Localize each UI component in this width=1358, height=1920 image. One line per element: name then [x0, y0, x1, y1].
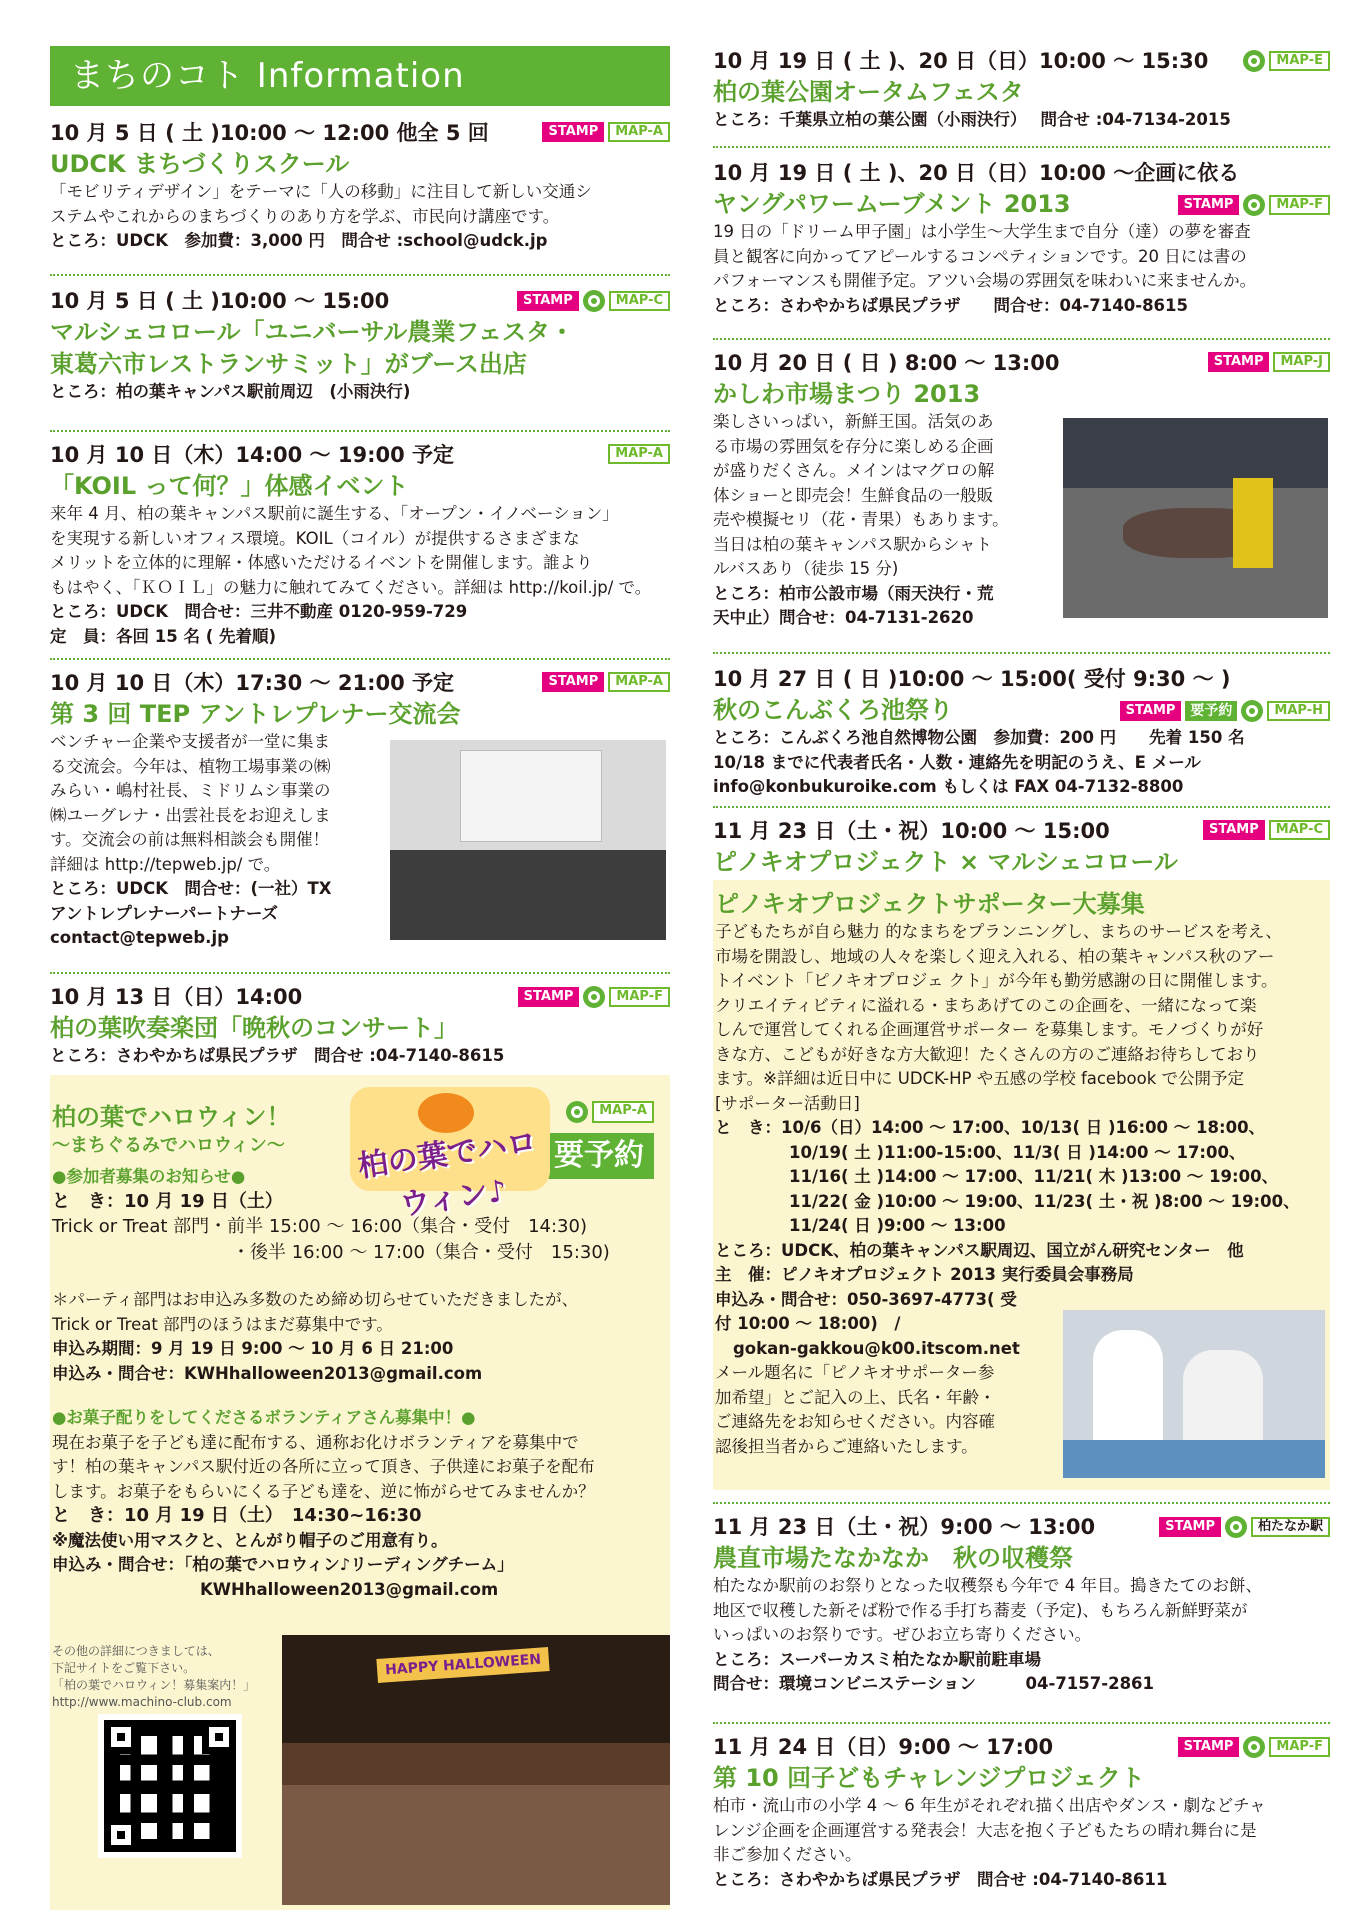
volunteer-note: ※魔法使い用マスクと、とんがり帽子のご用意有り。	[52, 1530, 448, 1550]
map-badge: MAP-A	[608, 444, 670, 464]
activity-dates: 10/19( 土 )11:00-15:00、11/3( 日 )14:00 ～ 17:00、	[789, 1142, 1246, 1162]
volunteer-line: す！柏の葉キャンパス駅付近の各所に立って頂き、子供達にお菓子を配布	[52, 1457, 595, 1476]
activity-dates: 11/24( 日 )9:00 ～ 13:00	[789, 1216, 1006, 1235]
halloween-title: 柏の葉でハロウィン！	[52, 1103, 291, 1131]
event-desc-line: もはやく、「ＫＯＩＬ」の魅力に触れてみてください。詳細は http://koil.jp/ で。	[50, 577, 652, 597]
supporter-line: トイベント「ピノキオプロジェ クト」が今年も勤労感謝の日に開催します。	[715, 971, 1278, 990]
event-info: ところ：さわやかちば県民プラザ 問合せ：04-7140-8615	[713, 295, 1189, 315]
supporter-line: [サポーター活動日]	[715, 1093, 860, 1113]
apply-note: ご連絡先をお知らせください。内容確	[715, 1412, 996, 1431]
event-desc-line: 当日は柏の葉キャンパス駅からシャト	[713, 534, 993, 554]
event-children-challenge	[713, 1732, 1330, 1892]
divider	[713, 1502, 1330, 1504]
children-doctor-photo	[1063, 1310, 1325, 1478]
event-badges	[542, 672, 670, 692]
event-info: ところ：さわやかちば県民プラザ 問合せ :04-7140-8611	[713, 1869, 1168, 1889]
halloween-logo	[350, 1087, 550, 1224]
activity-dates: 11/22( 金 )10:00 ～ 19:00、11/23( 土・祝 )8:00 ～ 19:00、	[789, 1191, 1300, 1211]
event-date: 10 月 27 日 ( 日 )10:00 ～ 15:00( 受付 9:30 ～ )	[713, 667, 1231, 691]
map-badge: MAP-H	[1267, 701, 1330, 721]
event-badges	[542, 122, 670, 142]
application-contact: 申込み・問合せ：KWHhalloween2013@gmail.com	[52, 1363, 483, 1383]
event-desc-line: 柏たなか駅前のお祭りとなった収穫祭も今年で 4 年目。搗きたてのお餅、	[713, 1576, 1262, 1595]
event-desc-line: を実現する新しいオフィス環境。KOIL（コイル）が提供するさまざまな	[50, 528, 580, 548]
event-desc-line: る交流会。今年は、植物工場事業の㈱	[50, 756, 331, 776]
event-udck-school	[50, 118, 670, 254]
activity-dates: と き：10/6（日）14:00 ～ 17:00、10/13( 日 )16:00 ～ 18:00、	[715, 1118, 1266, 1137]
note-line: ＊パーティ部門はお申込み多数のため締め切らせていただきましたが、	[52, 1290, 579, 1309]
halloween-badges	[566, 1101, 654, 1123]
volunteer-when: と き：10 月 19 日（土） 14:30~16:30	[52, 1505, 422, 1526]
volunteer-contact: 申込み・問合せ：「柏の葉でハロウィン♪リーディングチーム」	[52, 1555, 514, 1574]
event-title: ピノキオプロジェクト × マルシェコロール	[713, 848, 1178, 876]
section-heading: ●お菓子配りをしてくださるボランティアさん募集中！●	[52, 1408, 476, 1427]
apply-note: 認後担当者からご連絡いたします。	[715, 1436, 978, 1456]
page-title: まちのコト Information	[50, 46, 670, 106]
event-host: 主 催：ピノキオプロジェクト 2013 実行委員会事務局	[715, 1265, 1134, 1284]
event-desc-line: 体ショーと即売会！生鮮食品の一般販	[713, 485, 994, 505]
event-date: 11 月 23 日（土・祝）10:00 ～ 15:00	[713, 819, 1110, 843]
eco-icon	[566, 1101, 588, 1123]
event-info: ところ：UDCK 問合せ：三井不動産 0120-959-729	[50, 602, 468, 621]
event-young-power	[713, 158, 1330, 318]
divider	[50, 274, 670, 276]
supporter-line: しんで運営してくれる企画運営サポーター を募集します。モノづくりが好	[715, 1020, 1264, 1039]
more-info	[52, 1643, 255, 1711]
event-badges	[518, 986, 670, 1008]
qr-code[interactable]	[98, 1714, 242, 1858]
eco-icon	[583, 290, 605, 312]
qr-finder	[104, 1720, 138, 1754]
event-desc-line: 員と観客に向かってアピールするコンペティションです。20 日には書の	[713, 246, 1247, 266]
map-badge: MAP-J	[1273, 352, 1330, 372]
event-info: ところ：こんぶくろ池自然博物公園 参加費：200 円 先着 150 名	[713, 728, 1245, 747]
event-title-line: 東葛六市レストランサミット」がブース出店	[50, 350, 527, 378]
event-info: 10/18 までに代表者氏名・人数・連絡先を明記のうえ、E メール	[713, 752, 1201, 772]
trick-first: Trick or Treat 部門・前半 15:00 ～ 16:00（集合・受付 14:30)	[52, 1216, 587, 1237]
map-badge: MAP-F	[1269, 195, 1330, 215]
event-desc-line: 地区で収穫した新そば粉で作る手打ち蕎麦（予定)、もちろん新鮮野菜が	[713, 1600, 1248, 1620]
qr-finder	[104, 1818, 138, 1852]
event-info: 天中止）問合せ：04-7131-2620	[713, 608, 974, 627]
section-heading: ●参加者募集のお知らせ●	[52, 1167, 246, 1186]
event-date: 11 月 24 日（日）9:00 ～ 17:00	[713, 1735, 1054, 1759]
event-desc-line: いっぱいのお祭りです。ぜひお立ち寄りください。	[713, 1625, 1092, 1644]
event-title: ヤングパワームーブメント 2013	[713, 190, 1071, 218]
event-date: 10 月 13 日（日）14:00	[50, 985, 303, 1009]
station-badge: 柏たなか駅	[1251, 1517, 1330, 1537]
reservation-badge: 要予約	[1185, 701, 1237, 721]
stamp-badge: STAMP	[517, 291, 579, 311]
event-marche	[50, 286, 670, 405]
stamp-badge: STAMP	[1178, 195, 1240, 215]
event-title: かしわ市場まつり 2013	[713, 380, 981, 408]
event-badges	[1243, 50, 1330, 72]
event-concert	[50, 982, 670, 1069]
volunteer-line: します。お菓子をもらいにくる子ども達を、逆に怖がらせてみませんか？	[52, 1481, 595, 1501]
divider	[713, 338, 1330, 340]
event-info: ところ：柏市公設市場（雨天決行・荒	[713, 583, 994, 603]
more-info-line: その他の詳細につきましては、	[52, 1644, 220, 1658]
more-info-line: 下記サイトをご覧下さい。	[52, 1661, 196, 1675]
event-desc-line: 非ご参加ください。	[713, 1845, 862, 1864]
map-badge: MAP-F	[609, 987, 670, 1007]
event-harvest-festival	[713, 1512, 1330, 1697]
volunteer-line: 現在お菓子を子ども達に配布する、通称お化けボランティアを募集中で	[52, 1432, 579, 1452]
event-date: 10 月 19 日 ( 土 )、20 日（日）10:00 ～企画に依る	[713, 161, 1240, 185]
event-desc-line: 柏市・流山市の小学 4 ～ 6 年生がそれぞれ描く出店やダンス・劇などチャ	[713, 1796, 1266, 1815]
event-title: 柏の葉公園オータムフェスタ	[713, 78, 1024, 106]
event-when: と き：10 月 19 日（土）	[52, 1190, 283, 1212]
apply-contact: 付 10:00 ～ 18:00) /	[715, 1314, 901, 1333]
divider	[713, 652, 1330, 654]
event-title: 農直市場たなかなか 秋の収穫祭	[713, 1544, 1073, 1572]
halloween-party-photo	[282, 1635, 670, 1905]
map-badge: MAP-C	[1269, 820, 1330, 840]
event-place: ところ：UDCK、柏の葉キャンパス駅周辺、国立がん研究センター 他	[715, 1240, 1244, 1260]
divider	[50, 430, 670, 432]
halloween-banner: HAPPY HALLOWEEN	[376, 1647, 549, 1683]
event-info: 定 員：各回 15 名 ( 先着順)	[50, 626, 277, 646]
divider	[50, 658, 670, 660]
eco-icon	[1243, 1736, 1265, 1758]
event-desc-line: 売や模擬セリ（花・青果）もあります。	[713, 510, 1009, 529]
event-date: 10 月 10 日（木）17:30 ～ 21:00 予定	[50, 671, 455, 695]
event-desc-line: パフォーマンスも開催予定。アツい会場の雰囲気を味わいに来ませんか。	[713, 271, 1257, 290]
event-badges	[1208, 352, 1330, 372]
event-desc-line: レンジ企画を企画運営する発表会！大志を抱く子どもたちの晴れ舞台に是	[713, 1820, 1257, 1840]
map-badge: MAP-E	[1269, 51, 1330, 71]
event-koil	[50, 440, 670, 649]
event-info: ところ：UDCK 参加費：3,000 円 問合せ :school@udck.jp	[50, 231, 548, 250]
tuna-show-photo	[1063, 418, 1328, 618]
event-date: 11 月 23 日（土・祝）9:00 ～ 13:00	[713, 1515, 1096, 1539]
event-desc-line: が盛りだくさん。メインはマグロの解	[713, 461, 995, 480]
event-badges	[517, 290, 670, 312]
event-desc-line: る市場の雰囲気を存分に楽しめる企画	[713, 436, 994, 456]
volunteer-contact-email: KWHhalloween2013@gmail.com	[200, 1579, 499, 1599]
trick-second: ・後半 16:00 ～ 17:00（集合・受付 15:30)	[232, 1242, 610, 1263]
event-desc-line: みらい・嶋村社長、ミドリムシ事業の	[50, 781, 331, 800]
event-title: 第 10 回子どもチャレンジプロジェクト	[713, 1764, 1145, 1792]
supporter-line: きな方、こどもが好きな方大歓迎！たくさんの方のご連絡お待ちしており	[715, 1044, 1260, 1064]
supporter-line: 市場を開設し、地域の人々を楽しく迎え入れる、柏の葉キャンパス秋のアー	[715, 946, 1275, 966]
event-title: UDCK まちづくりスクール	[50, 150, 350, 178]
apply-email[interactable]: gokan-gakkou@k00.itscom.net	[733, 1338, 1020, 1358]
event-pinocchio	[713, 816, 1330, 878]
event-info: ところ：スーパーカスミ柏たなか駅前駐車場	[713, 1649, 1042, 1669]
note-line: Trick or Treat 部門のほうはまだ募集中です。	[52, 1314, 393, 1334]
event-title-line: マルシェコロール「ユニバーサル農業フェスタ・	[50, 318, 575, 346]
reservation-required-badge: 要予約	[544, 1133, 654, 1179]
supporter-line: ます。※詳細は近日中に UDCK-HP や五感の学校 facebook で公開予定	[715, 1069, 1245, 1088]
divider	[713, 1722, 1330, 1724]
eco-icon	[1241, 700, 1263, 722]
event-desc-line: 楽しさいっぱい，新鮮王国。活気のあ	[713, 412, 994, 431]
map-badge: MAP-A	[608, 122, 670, 142]
divider	[50, 972, 670, 974]
tep-photo	[390, 740, 666, 940]
event-desc-line: ステムやこれからのまちづくりのあり方を学ぶ、市民向け講座です。	[50, 206, 560, 226]
pinocchio-supporter-box	[713, 880, 1330, 1490]
stamp-badge: STAMP	[1208, 352, 1270, 372]
event-info: ところ：さわやかちば県民プラザ 問合せ :04-7140-8615	[50, 1046, 505, 1065]
event-date: 10 月 10 日（木）14:00 ～ 19:00 予定	[50, 443, 455, 467]
stamp-badge: STAMP	[1203, 820, 1265, 840]
event-desc-line: 19 日の「ドリーム甲子園」は小学生～大学生まで自分（達）の夢を審査	[713, 222, 1251, 241]
stamp-badge: STAMP	[542, 672, 604, 692]
event-date: 10 月 19 日 ( 土 )、20 日（日）10:00 ～ 15:30	[713, 49, 1209, 73]
stamp-badge: STAMP	[1159, 1517, 1221, 1537]
eco-icon	[1225, 1516, 1247, 1538]
supporter-line: クリエイティビティに溢れる・まちあげてのこの企画を、一緒になって楽	[715, 995, 1257, 1015]
apply-note: メール題名に「ピノキオサポーター参	[715, 1363, 995, 1382]
halloween-participants	[52, 1165, 662, 1602]
stamp-badge: STAMP	[1178, 1737, 1240, 1757]
event-autumn-festa	[713, 46, 1330, 133]
event-desc-line: 来年 4 月、柏の葉キャンパス駅前に誕生する、「オープン・イノベーション」	[50, 504, 619, 523]
stamp-badge: STAMP	[518, 987, 580, 1007]
event-desc-line: す。交流会の前は無料相談会も開催！	[50, 830, 330, 849]
halloween-subtitle: ～まちぐるみでハロウィン～	[52, 1135, 285, 1156]
event-desc-line: ベンチャー企業や支援者が一堂に集ま	[50, 732, 331, 751]
event-konbukuro	[713, 664, 1330, 800]
event-date: 10 月 5 日 ( 土 )10:00 ～ 15:00	[50, 289, 390, 313]
event-badges	[1178, 194, 1330, 216]
eco-icon	[1243, 194, 1265, 216]
event-info: ところ：柏の葉キャンパス駅前周辺 (小雨決行)	[50, 382, 411, 401]
event-badges	[1178, 1736, 1330, 1758]
stamp-badge: STAMP	[1120, 701, 1182, 721]
event-title: 柏の葉吹奏楽団「晩秋のコンサート」	[50, 1014, 458, 1042]
map-badge: MAP-A	[608, 672, 670, 692]
event-badges	[1159, 1516, 1330, 1538]
eco-icon	[1243, 50, 1265, 72]
apply-note: 加希望」とご記入の上、氏名・年齢・	[715, 1387, 996, 1407]
divider	[713, 146, 1330, 148]
eco-icon	[583, 986, 605, 1008]
event-desc-line: 「モビリティデザイン」をテーマに「人の移動」に注目して新しい交通シ	[50, 182, 592, 201]
event-info: ところ：千葉県立柏の葉公園（小雨決行） 問合せ :04-7134-2015	[713, 110, 1231, 129]
event-date: 10 月 5 日 ( 土 )10:00 ～ 12:00 他全 5 回	[50, 121, 489, 145]
more-info-line: 「柏の葉でハロウィン！募集案内！」	[52, 1678, 256, 1692]
stamp-badge: STAMP	[542, 122, 604, 142]
event-badges	[1120, 700, 1330, 722]
activity-dates: 11/16( 土 )14:00 ～ 17:00、11/21( 木 )13:00 ～ 19:00、	[789, 1167, 1279, 1186]
divider	[713, 806, 1330, 808]
halloween-logo-text: 柏の葉でハロウィン♪	[355, 1124, 539, 1224]
qr-finder	[202, 1720, 236, 1754]
event-desc-line: メリットを立体的に理解・体感いただけるイベントを開催します。誰より	[50, 553, 593, 572]
event-title: 秋のこんぶくろ池祭り	[713, 696, 953, 724]
application-period: 申込み期間：9 月 19 日 9:00 ～ 10 月 6 日 21:00	[52, 1339, 454, 1358]
event-info: ところ：UDCK 問合せ：(一社）TX	[50, 879, 332, 898]
map-badge: MAP-A	[592, 1101, 654, 1123]
supporter-title: ピノキオプロジェクトサポーター大募集	[715, 890, 1145, 918]
supporter-line: 子どもたちが自ら魅力 的なまちをプランニングし、まちのサービスを考え、	[715, 922, 1282, 941]
map-badge: MAP-F	[1269, 1737, 1330, 1757]
event-desc-line: ㈱ユーグレナ・出雲社長をお迎えしま	[50, 805, 331, 825]
event-date: 10 月 20 日 ( 日 ) 8:00 ～ 13:00	[713, 351, 1060, 375]
event-title: 第 3 回 TEP アントレプレナー交流会	[50, 700, 461, 728]
event-info: アントレプレナーパートナーズ	[50, 903, 279, 923]
event-info: 問合せ：環境コンビニステーション 04-7157-2861	[713, 1674, 1155, 1693]
event-info: contact@tepweb.jp	[50, 928, 229, 947]
event-badges	[1203, 820, 1330, 840]
more-info-link[interactable]: http://www.machino-club.com	[52, 1695, 232, 1709]
event-desc-line: ルバスあり（徒歩 15 分)	[713, 559, 899, 578]
event-desc-line: 詳細は http://tepweb.jp/ で。	[50, 854, 281, 874]
map-badge: MAP-C	[609, 291, 670, 311]
apply-contact: 申込み・問合せ：050-3697-4773( 受	[715, 1289, 1017, 1309]
event-badges	[608, 444, 670, 464]
event-title: 「KOIL って何？」体感イベント	[50, 472, 409, 500]
event-info: info@konbukuroike.com もしくは FAX 04-7132-8800	[713, 777, 1184, 796]
